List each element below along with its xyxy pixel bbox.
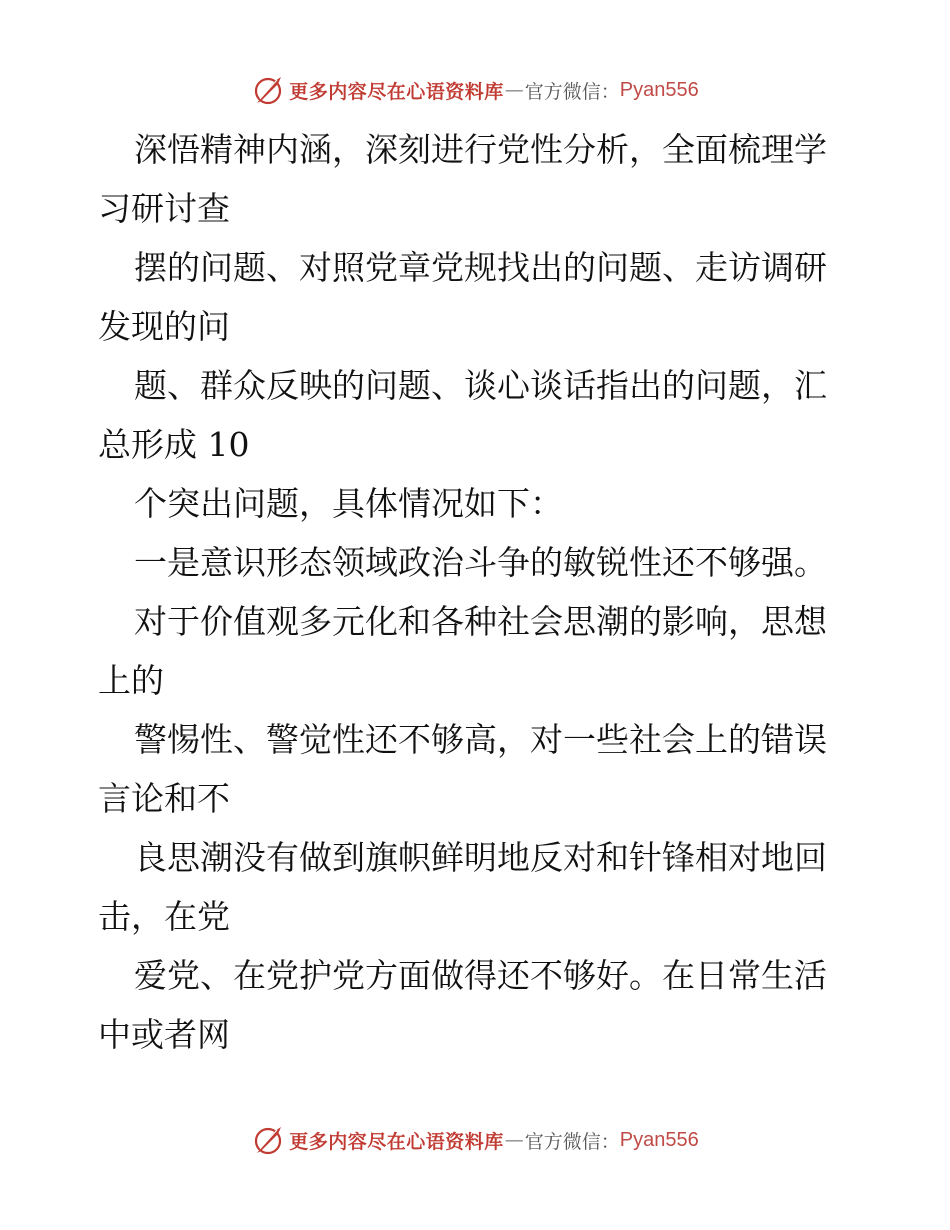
text-line: 警惕性、警觉性还不够高，对一些社会上的错误 <box>134 720 827 759</box>
text-line: 题、群众反映的问题、谈心谈话指出的问题，汇 <box>134 366 827 405</box>
watermark-dash: — <box>504 1129 524 1151</box>
text-line: 一是意识形态领域政治斗争的敏锐性还不够强。 <box>134 543 827 582</box>
watermark-brand: 更多内容尽在心语资料库 <box>289 80 504 103</box>
text-line: 个突出问题，具体情况如下： <box>134 484 563 523</box>
text-line: 总形成 10 <box>98 425 250 464</box>
header-watermark <box>0 70 950 110</box>
text-line: 上的 <box>98 661 164 700</box>
text-line: 深悟精神内涵，深刻进行党性分析，全面梳理学 <box>134 130 827 169</box>
watermark-wechat-label: 官方微信： <box>524 80 620 103</box>
watermark-wechat-id: Pyan556 <box>619 78 699 101</box>
text-line: 摆的问题、对照党章党规找出的问题、走访调研 <box>134 248 827 287</box>
watermark-wechat-id: Pyan556 <box>619 1128 699 1151</box>
text-line: 习研讨查 <box>98 189 230 228</box>
footer-watermark <box>0 1120 950 1160</box>
text-line: 良思潮没有做到旗帜鲜明地反对和针锋相对地回 <box>134 838 827 877</box>
text-line: 中或者网 <box>98 1015 230 1054</box>
watermark-wechat-label: 官方微信： <box>524 1130 620 1153</box>
quill-pen-circle-icon <box>251 73 285 107</box>
watermark-dash: — <box>504 79 524 101</box>
text-line: 对于价值观多元化和各种社会思潮的影响，思想 <box>134 602 827 641</box>
watermark-brand: 更多内容尽在心语资料库 <box>289 1130 504 1153</box>
text-line: 击，在党 <box>98 897 230 936</box>
document-body <box>98 120 858 1064</box>
text-line: 发现的问 <box>98 307 230 346</box>
text-line: 爱党、在党护党方面做得还不够好。在日常生活 <box>134 956 827 995</box>
quill-pen-circle-icon <box>251 1123 285 1157</box>
text-line: 言论和不 <box>98 779 230 818</box>
